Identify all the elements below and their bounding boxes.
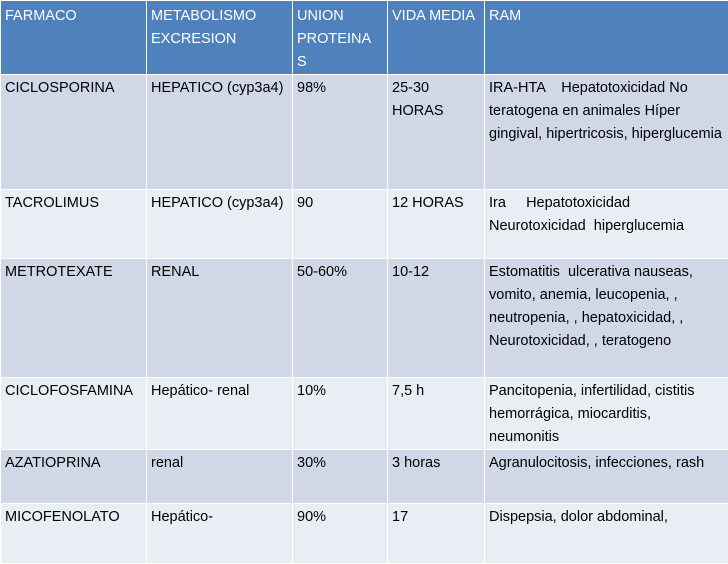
cell-vida-media: 7,5 h (388, 378, 485, 450)
cell-metabolismo: Hepático- (147, 504, 293, 564)
cell-farmaco: METROTEXATE (1, 259, 147, 378)
header-farmaco: FARMACO (1, 1, 147, 75)
cell-farmaco: MICOFENOLATO (1, 504, 147, 564)
cell-metabolismo: Hepático- renal (147, 378, 293, 450)
cell-union: 50-60% (293, 259, 388, 378)
cell-ram: Agranulocitosis, infecciones, rash (485, 450, 728, 504)
cell-vida-media: 17 (388, 504, 485, 564)
cell-ram: Ira Hepatotoxicidad Neurotoxicidad hiperglucemia (485, 190, 728, 259)
table-row (1, 504, 728, 564)
cell-metabolismo: HEPATICO (cyp3a4) (147, 75, 293, 190)
cell-metabolismo: renal (147, 450, 293, 504)
header-ram: RAM (485, 1, 728, 75)
cell-farmaco: TACROLIMUS (1, 190, 147, 259)
cell-ram: Dispepsia, dolor abdominal, (485, 504, 728, 564)
cell-metabolismo: HEPATICO (cyp3a4) (147, 190, 293, 259)
cell-vida-media: 10-12 (388, 259, 485, 378)
header-metabolismo: METABOLISMO EXCRESION (147, 1, 293, 75)
cell-vida-media: 25-30 HORAS (388, 75, 485, 190)
cell-farmaco: CICLOFOSFAMINA (1, 378, 147, 450)
cell-union: 90 (293, 190, 388, 259)
cell-vida-media: 3 horas (388, 450, 485, 504)
cell-union: 30% (293, 450, 388, 504)
cell-farmaco: CICLOSPORINA (1, 75, 147, 190)
cell-metabolismo: RENAL (147, 259, 293, 378)
table-row (1, 190, 728, 259)
cell-ram: IRA-HTA Hepatotoxicidad No teratogena en animales Híper gingival, hipertricosis, hiperglucemia (485, 75, 728, 190)
header-vida-media: VIDA MEDIA (388, 1, 485, 75)
cell-farmaco: AZATIOPRINA (1, 450, 147, 504)
cell-union: 10% (293, 378, 388, 450)
table-row (1, 378, 728, 450)
cell-vida-media: 12 HORAS (388, 190, 485, 259)
header-row (1, 1, 728, 75)
cell-ram: Estomatitis ulcerativa nauseas, vomito, anemia, leucopenia, , neutropenia, , hepatoxicidad, , Neurotoxicidad, , teratogeno (485, 259, 728, 378)
cell-union: 98% (293, 75, 388, 190)
table-row (1, 259, 728, 378)
cell-ram: Pancitopenia, infertilidad, cistitis hemorrágica, miocarditis, neumonitis (485, 378, 728, 450)
table-row (1, 75, 728, 190)
header-union-proteinas: UNION PROTEINA S (293, 1, 388, 75)
table-row (1, 450, 728, 504)
cell-union: 90% (293, 504, 388, 564)
